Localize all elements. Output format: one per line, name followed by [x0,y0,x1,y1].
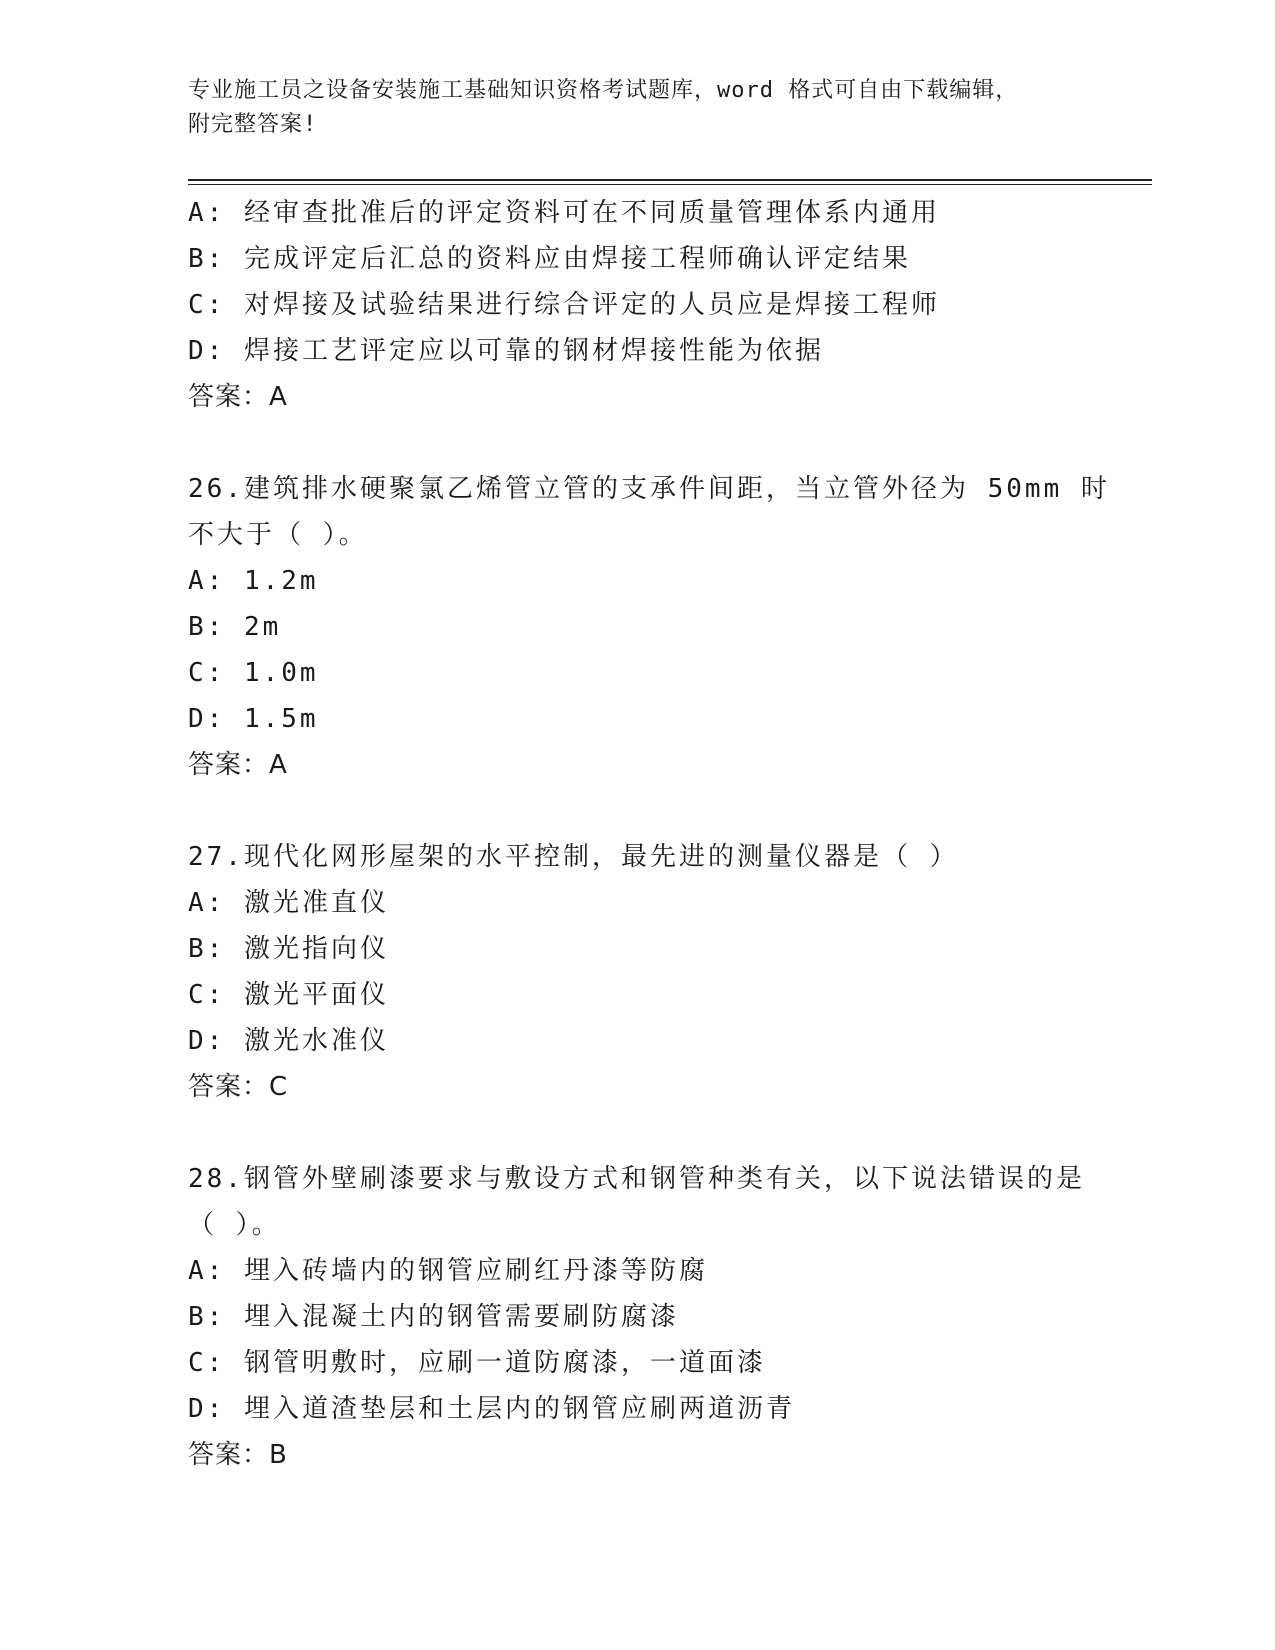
option-a: A: 经审查批准后的评定资料可在不同质量管理体系内通用 [188,198,940,228]
question-28 [188,1156,1088,1478]
option-c: C: 1.0m [188,658,319,688]
header-line-2: 附完整答案! [188,112,318,137]
question-26 [188,466,1110,788]
question-27 [188,834,1088,1110]
option-a: A: 1.2m [188,566,319,596]
question-list [188,190,1110,1524]
answer-line: 答案：A [188,750,288,780]
option-c: C: 激光平面仪 [188,980,389,1010]
header-line-1: 专业施工员之设备安装施工基础知识资格考试题库，word 格式可自由下载编辑， [188,78,1019,103]
option-d: D: 激光水准仪 [188,1026,389,1056]
option-a: A: 埋入砖墙内的钢管应刷红丹漆等防腐 [188,1256,708,1286]
question-25 [188,190,1088,420]
option-d: D: 焊接工艺评定应以可靠的钢材焊接性能为依据 [188,336,824,366]
question-stem-line-1: 26.建筑排水硬聚氯乙烯管立管的支承件间距，当立管外径为 50mm 时 [188,474,1110,504]
option-a: A: 激光准直仪 [188,888,389,918]
answer-line: 答案：B [188,1440,288,1470]
question-stem-line-2: 不大于（ ）。 [188,520,368,550]
answer-line: 答案：C [188,1072,289,1102]
header-rule-thick [188,179,1152,181]
answer-line: 答案：A [188,382,288,412]
option-c: C: 钢管明敷时，应刷一道防腐漆，一道面漆 [188,1348,766,1378]
option-c: C: 对焊接及试验结果进行综合评定的人员应是焊接工程师 [188,290,940,320]
question-stem-line-1: 28.钢管外壁刷漆要求与敷设方式和钢管种类有关，以下说法错误的是 [188,1164,1085,1194]
option-b: B: 完成评定后汇总的资料应由焊接工程师确认评定结果 [188,244,911,274]
question-stem-line-1: 27.现代化网形屋架的水平控制，最先进的测量仪器是（ ） [188,842,959,872]
option-d: D: 1.5m [188,704,319,734]
option-b: B: 埋入混凝土内的钢管需要刷防腐漆 [188,1302,679,1332]
option-d: D: 埋入道渣垫层和土层内的钢管应刷两道沥青 [188,1394,795,1424]
option-b: B: 激光指向仪 [188,934,389,964]
header-rule-thin [188,184,1152,185]
question-stem-line-2: （ ）。 [188,1210,281,1240]
option-b: B: 2m [188,612,282,642]
document-header [188,74,1088,142]
